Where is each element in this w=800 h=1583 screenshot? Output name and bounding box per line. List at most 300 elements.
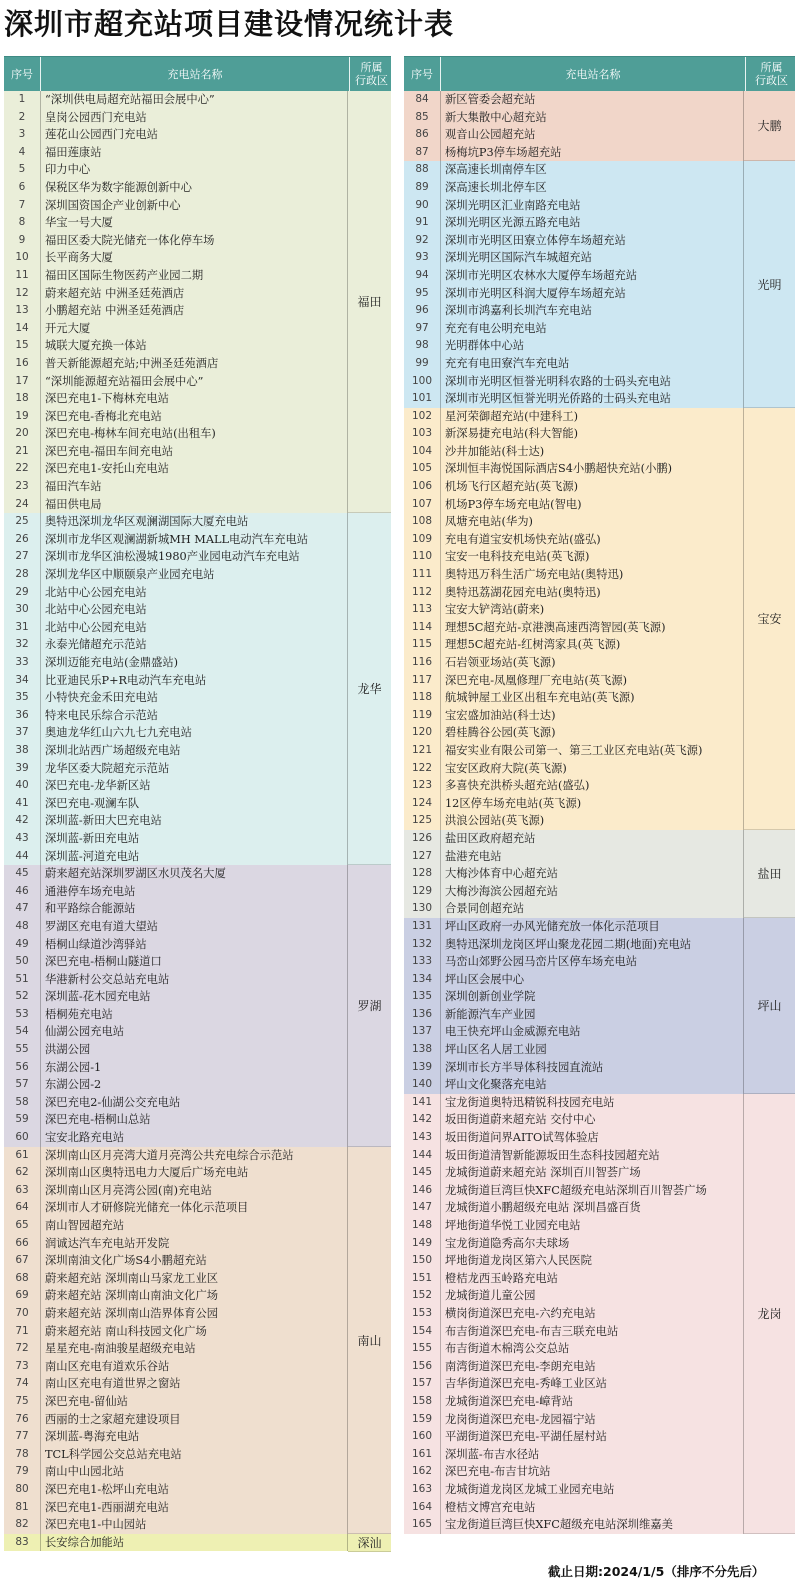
station-name: 宝安大铲湾站(蔚来) bbox=[440, 601, 744, 619]
station-name: 深圳南山区月亮湾大道月亮湾公共充电综合示范站 bbox=[40, 1147, 348, 1165]
row-number: 86 bbox=[404, 126, 440, 144]
row-number: 63 bbox=[4, 1182, 40, 1200]
row-number: 77 bbox=[4, 1428, 40, 1446]
station-name: 橙桔文博宫充电站 bbox=[440, 1499, 744, 1517]
row-number: 11 bbox=[4, 267, 40, 285]
row-number: 60 bbox=[4, 1129, 40, 1147]
station-name: 北站中心公园充电站 bbox=[40, 584, 348, 602]
row-number: 97 bbox=[404, 320, 440, 338]
row-number: 12 bbox=[4, 285, 40, 303]
row-number: 123 bbox=[404, 777, 440, 795]
row-number: 88 bbox=[404, 161, 440, 179]
station-name: 长平商务大厦 bbox=[40, 249, 348, 267]
station-name: 深巴充电-观澜车队 bbox=[40, 795, 348, 813]
row-number: 116 bbox=[404, 654, 440, 672]
station-name: 坂田街道蔚来超充站 交付中心 bbox=[440, 1111, 744, 1129]
station-name: 深巴充电-梧桐山总站 bbox=[40, 1111, 348, 1129]
station-name: 深巴充电1-松坪山充电站 bbox=[40, 1481, 348, 1499]
row-number: 3 bbox=[4, 126, 40, 144]
row-number: 28 bbox=[4, 566, 40, 584]
station-name: 深圳市光明区农林水大厦停车场超充站 bbox=[440, 267, 744, 285]
station-name: 深圳蓝-河道充电站 bbox=[40, 848, 348, 866]
station-name: 平湖街道深巴充电-平湖任屋村站 bbox=[440, 1428, 744, 1446]
row-number: 66 bbox=[4, 1235, 40, 1253]
station-name: 深圳南山区奥特迅电力大厦后广场充电站 bbox=[40, 1164, 348, 1182]
row-number: 14 bbox=[4, 320, 40, 338]
station-name: 东湖公园-2 bbox=[40, 1076, 348, 1094]
station-name: 深圳南油文化广场S4小鹏超充站 bbox=[40, 1252, 348, 1270]
row-number: 106 bbox=[404, 478, 440, 496]
district-cell: 龙华 bbox=[348, 513, 391, 865]
station-name: 龙城街道龙岗区龙城工业园充电站 bbox=[440, 1481, 744, 1499]
station-name: 南山中山园北站 bbox=[40, 1463, 348, 1481]
station-name: 机场飞行区超充站(英飞源) bbox=[440, 478, 744, 496]
station-name: 布吉街道深巴充电-布吉三联充电站 bbox=[440, 1323, 744, 1341]
station-name: 坪地街道龙岗区第六人民医院 bbox=[440, 1252, 744, 1270]
station-name: 碧桂腾谷公园(英飞源) bbox=[440, 724, 744, 742]
row-number: 69 bbox=[4, 1287, 40, 1305]
row-number: 27 bbox=[4, 548, 40, 566]
row-number: 10 bbox=[4, 249, 40, 267]
header-district-line2: 行政区 bbox=[755, 74, 788, 87]
station-name: 蔚来超充站 深圳南山浩界体育公园 bbox=[40, 1305, 348, 1323]
row-number: 74 bbox=[4, 1375, 40, 1393]
district-cell: 大鹏 bbox=[744, 91, 795, 161]
station-name: 龙岗街道深巴充电-龙园福宁站 bbox=[440, 1411, 744, 1429]
row-number: 158 bbox=[404, 1393, 440, 1411]
row-number: 32 bbox=[4, 636, 40, 654]
row-number: 50 bbox=[4, 953, 40, 971]
station-name: 深巴充电1-西丽湖充电站 bbox=[40, 1499, 348, 1517]
station-name: 杨梅坑P3停车场超充站 bbox=[440, 144, 744, 162]
row-number: 95 bbox=[404, 285, 440, 303]
station-name: 梧桐苑充电站 bbox=[40, 1006, 348, 1024]
station-name: 和平路综合能源站 bbox=[40, 900, 348, 918]
station-name: 电王快充坪山金威源充电站 bbox=[440, 1023, 744, 1041]
row-number: 83 bbox=[4, 1534, 40, 1552]
row-number: 144 bbox=[404, 1147, 440, 1165]
station-name: 北站中心公园充电站 bbox=[40, 601, 348, 619]
station-name: 深圳创新创业学院 bbox=[440, 988, 744, 1006]
row-number: 9 bbox=[4, 232, 40, 250]
station-name: 布吉街道木棉湾公交总站 bbox=[440, 1340, 744, 1358]
row-number: 26 bbox=[4, 531, 40, 549]
row-number: 125 bbox=[404, 812, 440, 830]
table-header bbox=[404, 56, 795, 91]
station-name: 沙井加能站(科士达) bbox=[440, 443, 744, 461]
row-number: 30 bbox=[4, 601, 40, 619]
station-name: 深圳蓝-新田大巴充电站 bbox=[40, 812, 348, 830]
station-name: 城联大厦充换一体站 bbox=[40, 337, 348, 355]
station-name: 深圳恒丰海悦国际酒店S4小鹏超快充站(小鹏) bbox=[440, 460, 744, 478]
station-name: 合景同创超充站 bbox=[440, 900, 744, 918]
left-table bbox=[4, 56, 391, 1552]
right-table bbox=[404, 56, 795, 1534]
station-name: 深圳蓝-布吉水径站 bbox=[440, 1446, 744, 1464]
row-number: 82 bbox=[4, 1516, 40, 1534]
row-number: 55 bbox=[4, 1041, 40, 1059]
station-name: 深圳光明区光源五路充电站 bbox=[440, 214, 744, 232]
row-number: 105 bbox=[404, 460, 440, 478]
station-name: 福田区国际生物医药产业园二期 bbox=[40, 267, 348, 285]
station-name: 蔚来超充站 南山科技园文化广场 bbox=[40, 1323, 348, 1341]
station-name: 宝安区政府大院(英飞源) bbox=[440, 760, 744, 778]
row-number: 56 bbox=[4, 1059, 40, 1077]
station-name: 充充有电田寮汽车充电站 bbox=[440, 355, 744, 373]
column-district bbox=[744, 91, 795, 1534]
row-number: 51 bbox=[4, 971, 40, 989]
header-name: 充电站名称 bbox=[40, 57, 350, 91]
row-number: 18 bbox=[4, 390, 40, 408]
station-name: 深圳市光明区田寮立体停车场超充站 bbox=[440, 232, 744, 250]
station-name: 润诚达汽车充电站开发院 bbox=[40, 1235, 348, 1253]
station-name: 深圳北站西广场超级充电站 bbox=[40, 742, 348, 760]
district-cell: 深汕 bbox=[348, 1534, 391, 1552]
station-name: 开元大厦 bbox=[40, 320, 348, 338]
header-name: 充电站名称 bbox=[440, 57, 746, 91]
row-number: 79 bbox=[4, 1463, 40, 1481]
row-number: 24 bbox=[4, 496, 40, 514]
station-name: 深巴充电-龙华新区站 bbox=[40, 777, 348, 795]
station-name: 机场P3停车场充电站(智电) bbox=[440, 496, 744, 514]
row-number: 139 bbox=[404, 1059, 440, 1077]
row-number: 118 bbox=[404, 689, 440, 707]
row-number: 36 bbox=[4, 707, 40, 725]
station-name: 龙城街道深巴充电-嶂背站 bbox=[440, 1393, 744, 1411]
station-name: 深巴充电2-仙湖公交充电站 bbox=[40, 1094, 348, 1112]
row-number: 107 bbox=[404, 496, 440, 514]
row-number: 70 bbox=[4, 1305, 40, 1323]
row-number: 90 bbox=[404, 197, 440, 215]
row-number: 61 bbox=[4, 1147, 40, 1165]
row-number: 73 bbox=[4, 1358, 40, 1376]
row-number: 80 bbox=[4, 1481, 40, 1499]
row-number: 78 bbox=[4, 1446, 40, 1464]
row-number: 37 bbox=[4, 724, 40, 742]
row-number: 149 bbox=[404, 1235, 440, 1253]
station-name: 小鹏超充站 中洲圣廷苑酒店 bbox=[40, 302, 348, 320]
header-district-line1: 所属 bbox=[760, 61, 783, 74]
station-name: 小特快充金禾田充电站 bbox=[40, 689, 348, 707]
row-number: 109 bbox=[404, 531, 440, 549]
header-district bbox=[746, 57, 797, 91]
station-name: 奥迪龙华红山六九七九充电站 bbox=[40, 724, 348, 742]
station-name: 坪山区政府一办风光储充放一体化示范项目 bbox=[440, 918, 744, 936]
station-name: 比亚迪民乐P+R电动汽车充电站 bbox=[40, 672, 348, 690]
row-number: 16 bbox=[4, 355, 40, 373]
row-number: 13 bbox=[4, 302, 40, 320]
station-name: 华港新村公交总站充电站 bbox=[40, 971, 348, 989]
station-name: 理想5C超充站-红树湾家具(英飞源) bbox=[440, 636, 744, 654]
row-number: 49 bbox=[4, 936, 40, 954]
station-name: 普天新能源超充站;中洲圣廷苑酒店 bbox=[40, 355, 348, 373]
header-no: 序号 bbox=[11, 67, 33, 81]
station-name: 奥特迅深圳龙华区观澜湖国际大厦充电站 bbox=[40, 513, 348, 531]
station-name: 深巴充电1-安托山充电站 bbox=[40, 460, 348, 478]
station-name: 福田区委大院光储充一体化停车场 bbox=[40, 232, 348, 250]
row-number: 121 bbox=[404, 742, 440, 760]
station-name: 龙城街道巨湾巨快XFC超级充电站深圳百川智荟广场 bbox=[440, 1182, 744, 1200]
station-name: 奥特迅深圳龙岗区坪山聚龙花园二期(地面)充电站 bbox=[440, 936, 744, 954]
page-title: 深圳市超充站项目建设情况统计表 bbox=[4, 7, 455, 41]
row-number: 160 bbox=[404, 1428, 440, 1446]
row-number: 163 bbox=[404, 1481, 440, 1499]
row-number: 72 bbox=[4, 1340, 40, 1358]
row-number: 91 bbox=[404, 214, 440, 232]
station-name: 星河荣御超充站(中建科工) bbox=[440, 408, 744, 426]
row-number: 85 bbox=[404, 109, 440, 127]
station-name: 新能源汽车产业园 bbox=[440, 1006, 744, 1024]
row-number: 93 bbox=[404, 249, 440, 267]
column-district bbox=[348, 91, 391, 1552]
row-number: 41 bbox=[4, 795, 40, 813]
row-number: 131 bbox=[404, 918, 440, 936]
row-number: 156 bbox=[404, 1358, 440, 1376]
row-number: 94 bbox=[404, 267, 440, 285]
station-name: 深巴充电1-下梅林充电站 bbox=[40, 390, 348, 408]
station-name: 深圳市光明区恒誉光明光侨路的士码头充电站 bbox=[440, 390, 744, 408]
station-name: 深巴充电-福田车间充电站 bbox=[40, 443, 348, 461]
station-name: 洪湖公园 bbox=[40, 1041, 348, 1059]
station-name: 深圳南山区月亮湾公园(南)充电站 bbox=[40, 1182, 348, 1200]
station-name: 航城钟屋工业区出租车充电站(英飞源) bbox=[440, 689, 744, 707]
table-header bbox=[4, 56, 391, 91]
station-name: 深圳光明区汇业南路充电站 bbox=[440, 197, 744, 215]
station-name: 坪地街道华悦工业园充电站 bbox=[440, 1217, 744, 1235]
row-number: 135 bbox=[404, 988, 440, 1006]
row-number: 126 bbox=[404, 830, 440, 848]
row-number: 153 bbox=[404, 1305, 440, 1323]
station-name: 宝龙街道巨湾巨快XFC超级充电站深圳维嘉美 bbox=[440, 1516, 744, 1534]
station-name: 皇岗公园西门充电站 bbox=[40, 109, 348, 127]
row-number: 136 bbox=[404, 1006, 440, 1024]
row-number: 96 bbox=[404, 302, 440, 320]
district-cell: 宝安 bbox=[744, 408, 795, 830]
row-number: 33 bbox=[4, 654, 40, 672]
station-name: 橙桔龙西玉岭路充电站 bbox=[440, 1270, 744, 1288]
row-number: 53 bbox=[4, 1006, 40, 1024]
station-name: 福田莲康站 bbox=[40, 144, 348, 162]
row-number: 7 bbox=[4, 197, 40, 215]
station-name: 仙湖公园充电站 bbox=[40, 1023, 348, 1041]
station-name: 深圳龙华区中顺颐泉产业园充电站 bbox=[40, 566, 348, 584]
row-number: 67 bbox=[4, 1252, 40, 1270]
station-name: 莲花山公园西门充电站 bbox=[40, 126, 348, 144]
station-name: 坪山区名人居工业园 bbox=[440, 1041, 744, 1059]
station-name: 盐港充电站 bbox=[440, 848, 744, 866]
row-number: 111 bbox=[404, 566, 440, 584]
row-number: 145 bbox=[404, 1164, 440, 1182]
station-name: 福安实业有限公司第一、第三工业区充电站(英飞源) bbox=[440, 742, 744, 760]
row-number: 104 bbox=[404, 443, 440, 461]
station-name: 东湖公园-1 bbox=[40, 1059, 348, 1077]
row-number: 52 bbox=[4, 988, 40, 1006]
row-number: 6 bbox=[4, 179, 40, 197]
station-name: 北站中心公园充电站 bbox=[40, 619, 348, 637]
row-number: 103 bbox=[404, 425, 440, 443]
row-number: 65 bbox=[4, 1217, 40, 1235]
station-name: 观音山公园超充站 bbox=[440, 126, 744, 144]
station-name: 洪浪公园站(英飞源) bbox=[440, 812, 744, 830]
station-name: 凤塘充电站(华为) bbox=[440, 513, 744, 531]
station-name: 深圳市长方半导体科技园直流站 bbox=[440, 1059, 744, 1077]
row-number: 165 bbox=[404, 1516, 440, 1534]
header-district-line2: 行政区 bbox=[355, 74, 388, 87]
row-number: 4 bbox=[4, 144, 40, 162]
row-number: 146 bbox=[404, 1182, 440, 1200]
station-name: 保税区华为数字能源创新中心 bbox=[40, 179, 348, 197]
row-number: 147 bbox=[404, 1199, 440, 1217]
row-number: 113 bbox=[404, 601, 440, 619]
header-district-line1: 所属 bbox=[360, 61, 383, 74]
station-name: 通港停车场充电站 bbox=[40, 883, 348, 901]
station-name: 宝龙街道隐秀高尔夫球场 bbox=[440, 1235, 744, 1253]
row-number: 64 bbox=[4, 1199, 40, 1217]
row-number: 157 bbox=[404, 1375, 440, 1393]
station-name: 深圳市人才研修院光储充一体化示范项目 bbox=[40, 1199, 348, 1217]
station-name: 华宝一号大厦 bbox=[40, 214, 348, 232]
row-number: 155 bbox=[404, 1340, 440, 1358]
station-name: 大梅沙体育中心超充站 bbox=[440, 865, 744, 883]
row-number: 98 bbox=[404, 337, 440, 355]
row-number: 138 bbox=[404, 1041, 440, 1059]
station-name: 坂田街道清智新能源坂田生态科技园超充站 bbox=[440, 1147, 744, 1165]
row-number: 162 bbox=[404, 1463, 440, 1481]
column-no bbox=[404, 91, 440, 1534]
row-number: 15 bbox=[4, 337, 40, 355]
row-number: 34 bbox=[4, 672, 40, 690]
station-name: “深圳能源超充站福田会展中心” bbox=[40, 373, 348, 391]
station-name: 蔚来超充站 中洲圣廷苑酒店 bbox=[40, 285, 348, 303]
row-number: 71 bbox=[4, 1323, 40, 1341]
row-number: 40 bbox=[4, 777, 40, 795]
row-number: 68 bbox=[4, 1270, 40, 1288]
column-no bbox=[4, 91, 40, 1552]
station-name: 龙城街道儿童公园 bbox=[440, 1287, 744, 1305]
row-number: 128 bbox=[404, 865, 440, 883]
row-number: 99 bbox=[404, 355, 440, 373]
row-number: 59 bbox=[4, 1111, 40, 1129]
station-name: 深圳蓝-花木园充电站 bbox=[40, 988, 348, 1006]
row-number: 110 bbox=[404, 548, 440, 566]
station-name: 深巴充电-凤凰修理厂充电站(英飞源) bbox=[440, 672, 744, 690]
row-number: 164 bbox=[404, 1499, 440, 1517]
station-name: 印力中心 bbox=[40, 161, 348, 179]
row-number: 42 bbox=[4, 812, 40, 830]
row-number: 58 bbox=[4, 1094, 40, 1112]
row-number: 101 bbox=[404, 390, 440, 408]
station-name: 新大集散中心超充站 bbox=[440, 109, 744, 127]
row-number: 22 bbox=[4, 460, 40, 478]
station-name: 深巴充电-留仙站 bbox=[40, 1393, 348, 1411]
header-district bbox=[350, 57, 393, 91]
column-name bbox=[40, 91, 348, 1552]
row-number: 152 bbox=[404, 1287, 440, 1305]
row-number: 143 bbox=[404, 1129, 440, 1147]
station-name: 石岩领亚场站(英飞源) bbox=[440, 654, 744, 672]
station-name: 深巴充电-香梅北充电站 bbox=[40, 408, 348, 426]
station-name: 龙华区委大院超充示范站 bbox=[40, 760, 348, 778]
row-number: 115 bbox=[404, 636, 440, 654]
station-name: 深高速长圳南停车区 bbox=[440, 161, 744, 179]
row-number: 8 bbox=[4, 214, 40, 232]
station-name: 蔚来超充站 深圳南山南油文化广场 bbox=[40, 1287, 348, 1305]
station-name: 深圳光明区国际汽车城超充站 bbox=[440, 249, 744, 267]
row-number: 45 bbox=[4, 865, 40, 883]
station-name: 长安综合加能站 bbox=[40, 1534, 348, 1552]
station-name: 宝龙街道奥特迅精锐科技园充电站 bbox=[440, 1094, 744, 1112]
station-name: 深圳蓝-粤海充电站 bbox=[40, 1428, 348, 1446]
row-number: 87 bbox=[404, 144, 440, 162]
row-number: 47 bbox=[4, 900, 40, 918]
row-number: 133 bbox=[404, 953, 440, 971]
row-number: 62 bbox=[4, 1164, 40, 1182]
station-name: 特来电民乐综合示范站 bbox=[40, 707, 348, 725]
row-number: 29 bbox=[4, 584, 40, 602]
header-no: 序号 bbox=[411, 67, 433, 81]
row-number: 84 bbox=[404, 91, 440, 109]
row-number: 19 bbox=[4, 408, 40, 426]
station-name: 坪山文化聚落充电站 bbox=[440, 1076, 744, 1094]
row-number: 38 bbox=[4, 742, 40, 760]
station-name: 深圳市光明区恒誉光明科农路的士码头充电站 bbox=[440, 373, 744, 391]
row-number: 39 bbox=[4, 760, 40, 778]
row-number: 25 bbox=[4, 513, 40, 531]
row-number: 142 bbox=[404, 1111, 440, 1129]
station-name: 星星充电-南油骏星超级充电站 bbox=[40, 1340, 348, 1358]
row-number: 21 bbox=[4, 443, 40, 461]
row-number: 35 bbox=[4, 689, 40, 707]
row-number: 161 bbox=[404, 1446, 440, 1464]
station-name: “深圳供电局超充站福田会展中心” bbox=[40, 91, 348, 109]
station-name: 罗湖区充电有道大望站 bbox=[40, 918, 348, 936]
district-cell: 南山 bbox=[348, 1147, 391, 1534]
row-number: 17 bbox=[4, 373, 40, 391]
row-number: 112 bbox=[404, 584, 440, 602]
station-name: 光明群体中心站 bbox=[440, 337, 744, 355]
station-name: 福田供电局 bbox=[40, 496, 348, 514]
row-number: 137 bbox=[404, 1023, 440, 1041]
station-name: 深圳市光明区科润大厦停车场超充站 bbox=[440, 285, 744, 303]
station-name: 坂田街道问界AITO试驾体验店 bbox=[440, 1129, 744, 1147]
station-name: 永泰光储超充示范站 bbox=[40, 636, 348, 654]
district-cell: 盐田 bbox=[744, 830, 795, 918]
station-name: 充电有道宝安机场快充站(盛弘) bbox=[440, 531, 744, 549]
row-number: 48 bbox=[4, 918, 40, 936]
station-name: 龙城街道小鹏超级充电站 深圳昌盛百货 bbox=[440, 1199, 744, 1217]
station-name: 深巴充电-梧桐山隧道口 bbox=[40, 953, 348, 971]
row-number: 102 bbox=[404, 408, 440, 426]
station-name: 蔚来超充站 深圳南山马家龙工业区 bbox=[40, 1270, 348, 1288]
station-name: 新区管委会超充站 bbox=[440, 91, 744, 109]
row-number: 127 bbox=[404, 848, 440, 866]
station-name: 大梅沙海滨公园超充站 bbox=[440, 883, 744, 901]
station-name: 深巴充电1-中山园站 bbox=[40, 1516, 348, 1534]
district-cell: 龙岗 bbox=[744, 1094, 795, 1534]
row-number: 23 bbox=[4, 478, 40, 496]
station-name: 南山区充电有道欢乐谷站 bbox=[40, 1358, 348, 1376]
station-name: 南湾街道深巴充电-李朗充电站 bbox=[440, 1358, 744, 1376]
station-name: 深圳市龙华区观澜湖新城MH MALL电动汽车充电站 bbox=[40, 531, 348, 549]
row-number: 1 bbox=[4, 91, 40, 109]
row-number: 114 bbox=[404, 619, 440, 637]
row-number: 43 bbox=[4, 830, 40, 848]
station-name: 深圳国资国企产业创新中心 bbox=[40, 197, 348, 215]
row-number: 122 bbox=[404, 760, 440, 778]
row-number: 141 bbox=[404, 1094, 440, 1112]
station-name: 横岗街道深巴充电-六约充电站 bbox=[440, 1305, 744, 1323]
row-number: 108 bbox=[404, 513, 440, 531]
